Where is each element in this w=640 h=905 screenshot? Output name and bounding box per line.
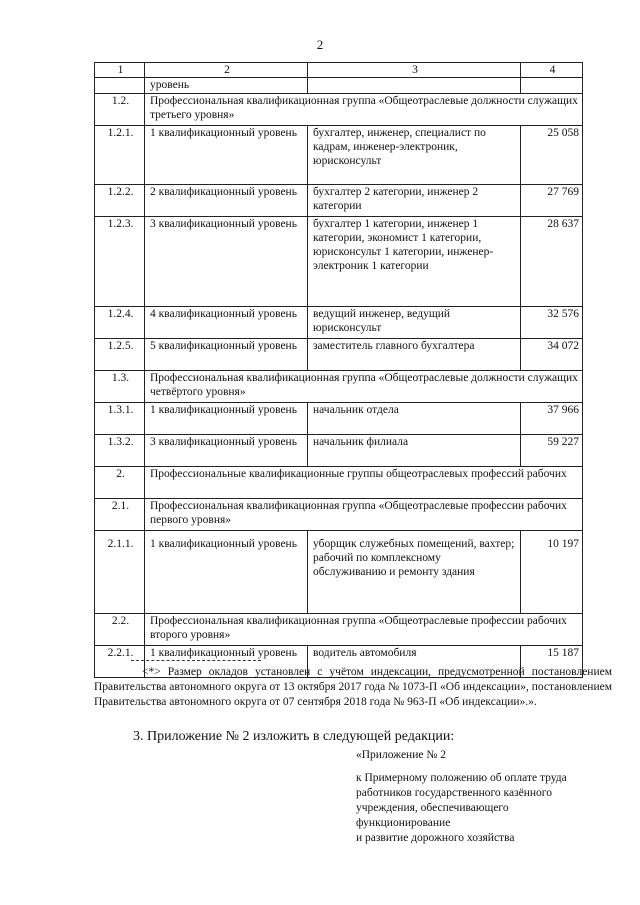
header-cell: 1 bbox=[95, 63, 145, 78]
table-row bbox=[95, 126, 583, 185]
salary bbox=[521, 78, 583, 94]
table-row bbox=[95, 403, 583, 435]
qualification-level: 2 квалификационный уровень bbox=[145, 185, 308, 217]
positions: начальник филиала bbox=[308, 435, 521, 467]
row-number: 1.3. bbox=[95, 371, 145, 403]
table-row bbox=[95, 78, 583, 94]
appendix-reference-line: к Примерному положению об оплате труда bbox=[356, 772, 567, 784]
salary: 59 227 bbox=[521, 435, 583, 467]
group-row bbox=[95, 467, 583, 499]
table-row bbox=[95, 307, 583, 339]
positions: водитель автомобиля bbox=[308, 646, 521, 678]
group-row bbox=[95, 371, 583, 403]
table-row bbox=[95, 217, 583, 307]
salary: 28 637 bbox=[521, 217, 583, 307]
row-number bbox=[95, 78, 145, 94]
row-number: 2. bbox=[95, 467, 145, 499]
qualification-level: 4 квалификационный уровень bbox=[145, 307, 308, 339]
footnote-divider bbox=[131, 660, 261, 661]
appendix-reference-line: функционирование bbox=[356, 817, 451, 829]
row-number: 1.3.2. bbox=[95, 435, 145, 467]
row-number: 1.2.3. bbox=[95, 217, 145, 307]
qualification-level: 1 квалификационный уровень bbox=[145, 646, 308, 678]
header-cell: 2 bbox=[145, 63, 308, 78]
positions: бухгалтер 1 категории, инженер 1 категории, экономист 1 категории, юрисконсульт 1 категории, инженер-электроник 1 категории bbox=[308, 217, 521, 307]
footnote: <*> Размер окладов установлен с учётом индексации, предусмотренной постановлением Правительства автономного округа от 13 октября 2017 года № 1073-П «Об индексации», постановлением Правительства автономного округа от 07 сентября 2018 года № 963-П «Об индексации».». bbox=[94, 666, 612, 708]
appendix-reference-line: работников государственного казённого bbox=[356, 787, 552, 799]
table-header-row bbox=[95, 63, 583, 78]
salary-table bbox=[94, 62, 583, 678]
row-number: 2.2. bbox=[95, 614, 145, 646]
amendment-item-3: 3. Приложение № 2 изложить в следующей редакции: bbox=[133, 729, 455, 744]
row-number: 1.2.5. bbox=[95, 339, 145, 371]
appendix-title: «Приложение № 2 bbox=[356, 749, 446, 761]
positions: начальник отдела bbox=[308, 403, 521, 435]
group-title: Профессиональная квалификационная группа «Общеотраслевые должности служащих третьего уровня» bbox=[145, 94, 583, 126]
positions bbox=[308, 78, 521, 94]
positions: бухгалтер, инженер, специалист по кадрам, инженер-электроник, юрисконсульт bbox=[308, 126, 521, 185]
salary: 32 576 bbox=[521, 307, 583, 339]
qualification-level: уровень bbox=[145, 78, 308, 94]
appendix-reference bbox=[356, 771, 626, 846]
group-row bbox=[95, 94, 583, 126]
row-number: 2.1.1. bbox=[95, 531, 145, 614]
row-number: 1.3.1. bbox=[95, 403, 145, 435]
positions: ведущий инженер, ведущий юрисконсульт bbox=[308, 307, 521, 339]
qualification-level: 5 квалификационный уровень bbox=[145, 339, 308, 371]
header-cell: 4 bbox=[521, 63, 583, 78]
header-cell: 3 bbox=[308, 63, 521, 78]
group-title: Профессиональная квалификационная группа «Общеотраслевые должности служащих четвёртого уровня» bbox=[145, 371, 583, 403]
table-row bbox=[95, 531, 583, 614]
qualification-level: 1 квалификационный уровень bbox=[145, 403, 308, 435]
row-number: 1.2.4. bbox=[95, 307, 145, 339]
table-row bbox=[95, 185, 583, 217]
salary: 27 769 bbox=[521, 185, 583, 217]
positions: бухгалтер 2 категории, инженер 2 категории bbox=[308, 185, 521, 217]
group-row bbox=[95, 614, 583, 646]
page-number: 2 bbox=[316, 37, 324, 52]
salary: 37 966 bbox=[521, 403, 583, 435]
qualification-level: 1 квалификационный уровень bbox=[145, 126, 308, 185]
group-row bbox=[95, 499, 583, 531]
row-number: 1.2.1. bbox=[95, 126, 145, 185]
qualification-level: 3 квалификационный уровень bbox=[145, 217, 308, 307]
salary: 10 197 bbox=[521, 531, 583, 614]
salary: 34 072 bbox=[521, 339, 583, 371]
table-row bbox=[95, 339, 583, 371]
row-number: 2.1. bbox=[95, 499, 145, 531]
row-number: 1.2. bbox=[95, 94, 145, 126]
salary: 15 187 bbox=[521, 646, 583, 678]
salary: 25 058 bbox=[521, 126, 583, 185]
appendix-reference-line: учреждения, обеспечивающего bbox=[356, 802, 509, 814]
group-title: Профессиональная квалификационная группа «Общеотраслевые профессии рабочих первого уровня» bbox=[145, 499, 583, 531]
appendix-reference-line: и развитие дорожного хозяйства bbox=[356, 832, 515, 844]
group-title: Профессиональная квалификационная группа «Общеотраслевые профессии рабочих второго уровня» bbox=[145, 614, 583, 646]
qualification-level: 3 квалификационный уровень bbox=[145, 435, 308, 467]
group-title: Профессиональные квалификационные группы общеотраслевых профессий рабочих bbox=[145, 467, 583, 499]
row-number: 2.2.1. bbox=[95, 646, 145, 678]
positions: заместитель главного бухгалтера bbox=[308, 339, 521, 371]
positions: уборщик служебных помещений, вахтер; рабочий по комплексному обслуживанию и ремонту здания bbox=[308, 531, 521, 614]
table-row bbox=[95, 435, 583, 467]
qualification-level: 1 квалификационный уровень bbox=[145, 531, 308, 614]
row-number: 1.2.2. bbox=[95, 185, 145, 217]
